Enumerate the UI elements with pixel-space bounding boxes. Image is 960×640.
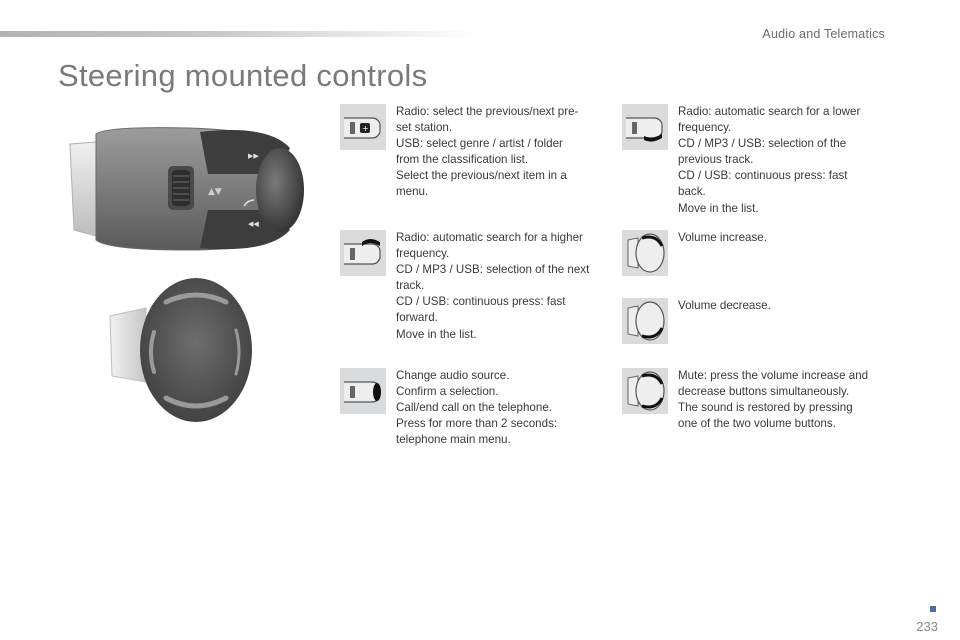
svg-text:◀◀: ◀◀	[248, 220, 259, 228]
page-number: 233	[916, 619, 938, 634]
svg-text:▲▼: ▲▼	[208, 187, 222, 197]
control-description: Radio: select the previous/next pre- set station. USB: select genre / artist / folder from the classification list. Select the previous/next item in a menu.	[396, 105, 579, 199]
steering-control-seek-up-icon	[340, 230, 386, 276]
section-title: Audio and Telematics	[762, 27, 885, 41]
steering-control-source-icon	[340, 368, 386, 414]
volume-decrease-icon	[622, 298, 668, 344]
audio-control-stalk-illustration	[68, 118, 308, 258]
volume-increase-icon	[622, 230, 668, 276]
control-entry-source	[340, 368, 557, 448]
control-entry-preset	[340, 104, 578, 201]
control-description: Radio: automatic search for a lower frequency. CD / MP3 / USB: selection of the previous track. CD / USB: continuous press: fast back. Move in the list.	[678, 105, 861, 215]
volume-control-lever-illustration	[108, 272, 258, 432]
control-entry-volume-up	[622, 230, 767, 276]
control-description: Mute: press the volume increase and decrease buttons simultaneously. The sound is restored by pressing one of the two volume buttons.	[678, 369, 869, 431]
page-title: Steering mounted controls	[58, 58, 428, 93]
control-entry-volume-down	[622, 298, 771, 344]
control-entry-seek-down	[622, 104, 860, 217]
steering-control-preset-icon	[340, 104, 386, 150]
control-description: Volume decrease.	[678, 299, 771, 312]
header-accent-bar	[0, 31, 480, 37]
control-entry-seek-up	[340, 230, 589, 343]
svg-text:+: +	[362, 124, 369, 133]
control-description: Change audio source. Confirm a selection. Call/end call on the telephone. Press for more than 2 seconds: telephone main menu.	[396, 369, 558, 447]
svg-text:▶▶: ▶▶	[248, 152, 259, 160]
steering-control-seek-down-icon	[622, 104, 668, 150]
control-entry-mute	[622, 368, 868, 432]
page-marker	[930, 606, 936, 612]
mute-icon	[622, 368, 668, 414]
control-description: Radio: automatic search for a higher frequency. CD / MP3 / USB: selection of the next track. CD / USB: continuous press: fast forward. Move in the list.	[396, 231, 590, 341]
control-description: Volume increase.	[678, 231, 767, 244]
